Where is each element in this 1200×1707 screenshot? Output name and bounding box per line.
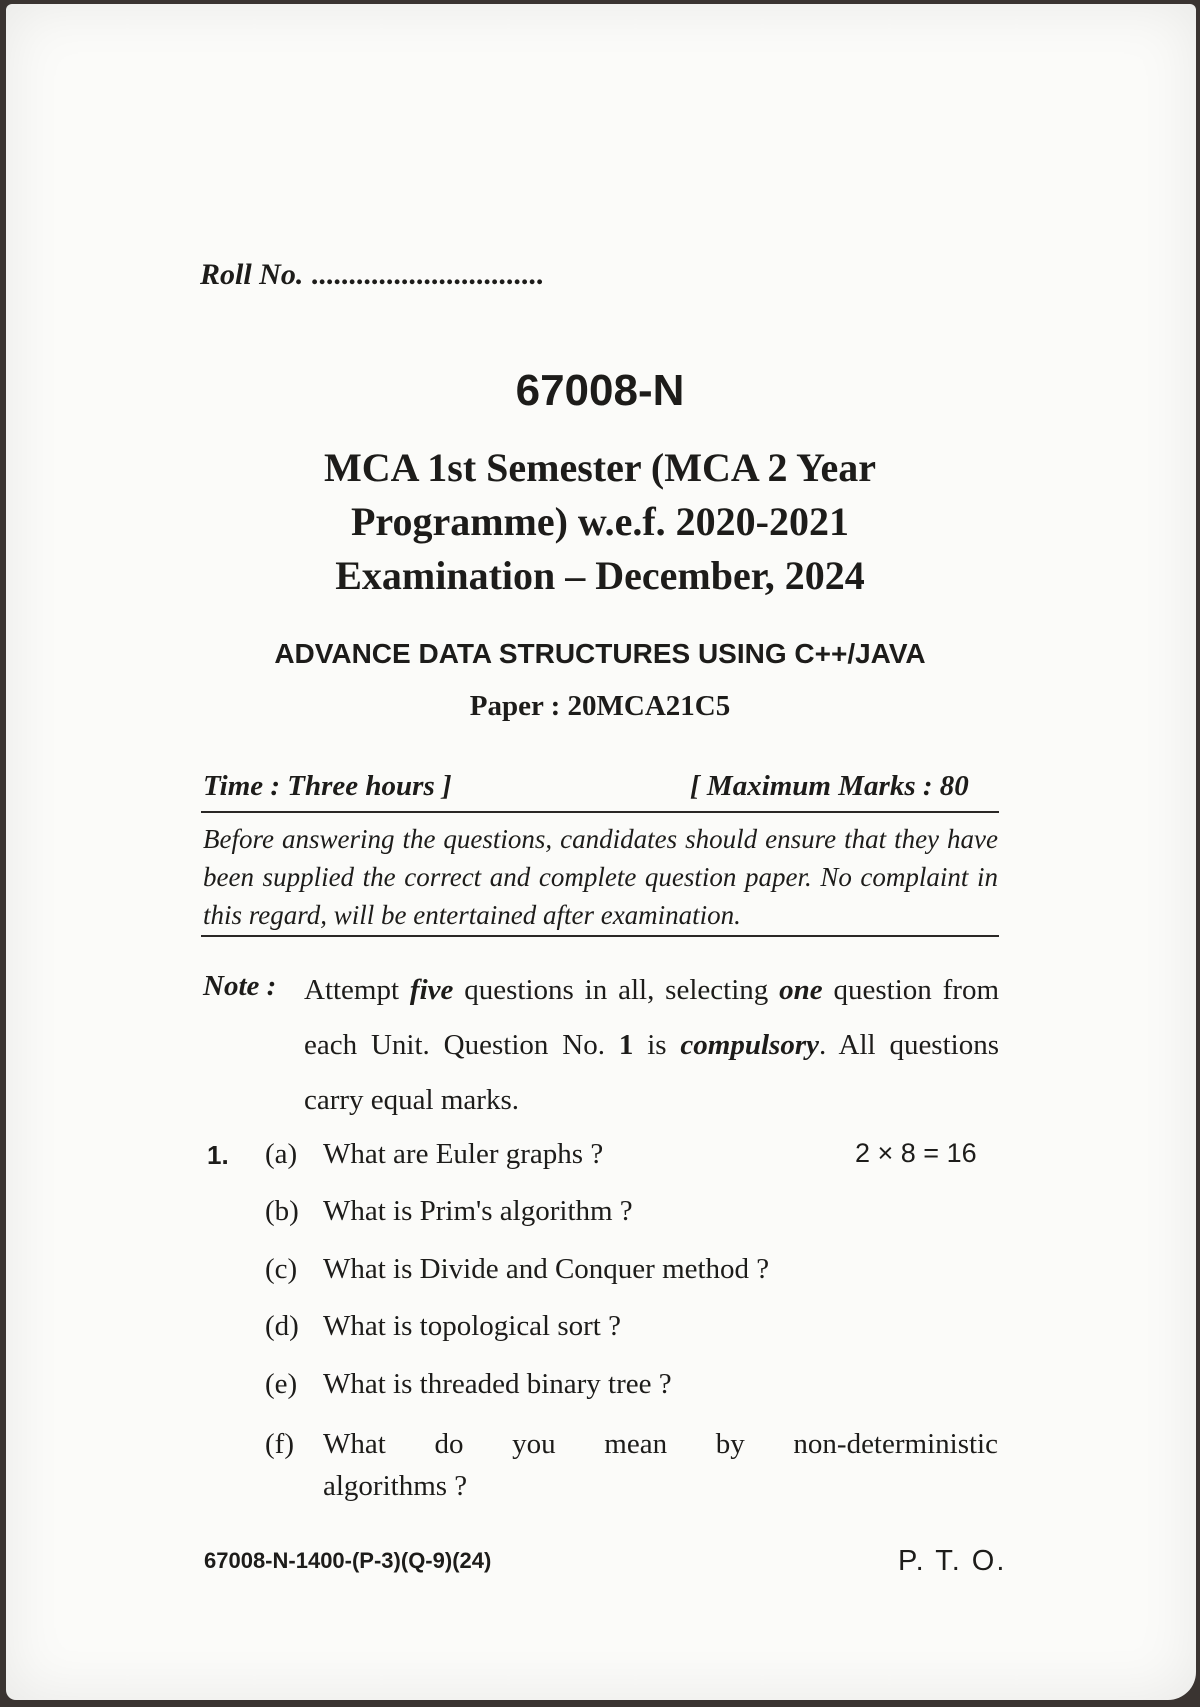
part-text-multiline — [323, 1423, 998, 1507]
note-emphasis-compulsory: compulsory — [680, 1029, 819, 1061]
word: What — [323, 1428, 386, 1460]
roll-number-label: Roll No. — [200, 258, 304, 291]
note-question-number: 1 — [618, 1029, 634, 1061]
question-number: 1. — [207, 1140, 229, 1170]
word: you — [512, 1428, 556, 1460]
part-text: What is topological sort ? — [323, 1310, 621, 1342]
divider-top — [201, 811, 999, 813]
part-label: (f) — [265, 1428, 294, 1460]
title-line-3: Examination – December, 2024 — [335, 553, 865, 598]
roll-number-blank: ............................... — [310, 258, 544, 291]
note-text — [304, 963, 999, 1128]
part-label: (d) — [265, 1310, 299, 1342]
note-part: is — [633, 1029, 681, 1061]
question-marks: 2 × 8 = 16 — [855, 1138, 977, 1168]
word: by — [715, 1428, 745, 1460]
paper-number: Paper : 20MCA21C5 — [469, 690, 731, 722]
title-line-1: MCA 1st Semester (MCA 2 Year — [323, 445, 877, 490]
part-label: (c) — [265, 1253, 298, 1285]
candidate-instructions: Before answering the questions, candidates should ensure that they have been supplied the correct and complete question paper. No complaint in this regard, will be entertained after examination. — [203, 824, 998, 930]
part-text: What are Euler graphs ? — [323, 1138, 604, 1170]
note-part: questions in all, selecting — [453, 974, 780, 1006]
please-turn-over: P. T. O. — [898, 1545, 1007, 1577]
title-line-2: Programme) w.e.f. 2020-2021 — [350, 499, 849, 544]
part-text: What is threaded binary tree ? — [323, 1368, 672, 1400]
part-text: What is Divide and Conquer method ? — [323, 1253, 770, 1285]
paper-code: 67008-N — [515, 366, 685, 415]
footer-paper-code: 67008-N-1400-(P-3)(Q-9)(24) — [204, 1548, 492, 1573]
part-text: What is Prim's algorithm ? — [323, 1195, 633, 1227]
note-emphasis-one: one — [779, 974, 823, 1006]
word: mean — [604, 1428, 668, 1460]
word: do — [434, 1428, 464, 1460]
subject-title: ADVANCE DATA STRUCTURES USING C++/JAVA — [274, 638, 926, 669]
note-part: question from each Unit. Question No. — [304, 974, 999, 1061]
maximum-marks: [ Maximum Marks : 80 — [690, 770, 969, 802]
note-part: Attempt — [304, 974, 410, 1006]
word: non-deterministic — [793, 1428, 998, 1460]
time-allowed: Time : Three hours ] — [203, 770, 452, 802]
note-label: Note : — [203, 970, 277, 1002]
part-label: (e) — [265, 1368, 298, 1400]
roll-number-field — [200, 258, 543, 292]
part-text-line: algorithms ? — [323, 1470, 468, 1502]
part-label: (a) — [265, 1138, 298, 1170]
note-emphasis-five: five — [409, 974, 454, 1006]
divider-bottom — [201, 935, 999, 937]
part-text-line — [323, 1423, 998, 1465]
note-part: . All questions carry equal marks. — [304, 1029, 999, 1116]
part-label: (b) — [265, 1195, 299, 1227]
